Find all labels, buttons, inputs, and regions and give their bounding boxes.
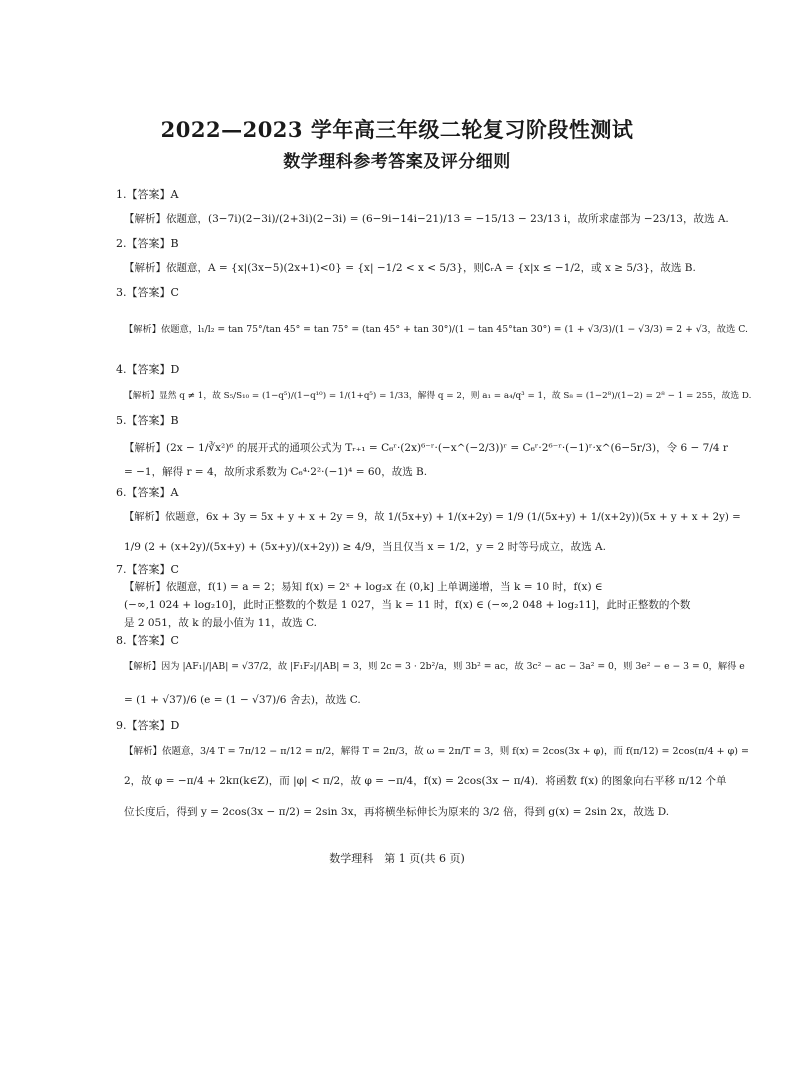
answer-4: 4.【答案】D — [116, 363, 180, 376]
page-title: 2022—2023 学年高三年级二轮复习阶段性测试 — [160, 117, 634, 142]
explanation-6-line-1: 【解析】依题意，6x + 3y = 5x + y + x + 2y = 9，故 1/(5x+y) + 1/(x+2y) = 1/9 (1/(5x+y) + 1/(x+2y))(5x + y + x + 2y) = — [124, 511, 741, 523]
explanation-5-line-1: 【解析】(2x − 1/∛x²)⁶ 的展开式的通项公式为 Tᵣ₊₁ = C₆ʳ·(2x)⁶⁻ʳ·(−x^(−2/3))ʳ = C₆ʳ·2⁶⁻ʳ·(−1)ʳ·x^(6−5r/3)，令 6 − 7/4 r — [124, 442, 728, 454]
explanation-9-line-3: 位长度后，得到 y = 2cos(3x − π/2) = 2sin 3x，再将横坐标伸长为原来的 3/2 倍，得到 g(x) = 2sin 2x，故选 D. — [124, 806, 670, 818]
explanation-5-line-2: = −1，解得 r = 4，故所求系数为 C₆⁴·2²·(−1)⁴ = 60，故选 B. — [124, 466, 428, 478]
answer-7: 7.【答案】C — [116, 563, 179, 576]
explanation-9-line-1: 【解析】依题意，3/4 T = 7π/12 − π/12 = π/2，解得 T = 2π/3，故 ω = 2π/T = 3，则 f(x) = 2cos(3x + φ)，而 f(π/12) = 2cos(π/4 + φ) = — [124, 746, 749, 757]
explanation-7-line-1: 【解析】依题意，f(1) = a = 2；易知 f(x) = 2ˣ + log₂x 在 (0,k] 上单调递增，当 k = 10 时，f(x) ∈ — [124, 581, 603, 593]
answer-6: 6.【答案】A — [116, 486, 179, 499]
answer-8: 8.【答案】C — [116, 634, 179, 647]
answer-1: 1.【答案】A — [116, 188, 179, 201]
answer-2: 2.【答案】B — [116, 237, 179, 250]
answer-3: 3.【答案】C — [116, 286, 179, 299]
answer-5: 5.【答案】B — [116, 414, 179, 427]
explanation-8-line-1: 【解析】因为 |AF₁|/|AB| = √37/2，故 |F₁F₂|/|AB| = 3，则 2c = 3 · 2b²/a，则 3b² = ac，故 3c² − ac − 3a² = 0，则 3e² − e − 3 = 0，解得 e — [124, 661, 745, 672]
explanation-8-line-2: = (1 + √37)/6 (e = (1 − √37)/6 舍去)，故选 C. — [124, 694, 361, 706]
explanation-7-line-2: (−∞,1 024 + log₂10]，此时正整数的个数是 1 027，当 k = 11 时，f(x) ∈ (−∞,2 048 + log₂11]，此时正整数的个数 — [124, 599, 691, 611]
explanation-7-line-3: 是 2 051，故 k 的最小值为 11，故选 C. — [124, 617, 317, 629]
explanation-1-line-1: 【解析】依题意，(3−7i)(2−3i)/(2+3i)(2−3i) = (6−9i−14i−21)/13 = −15/13 − 23/13 i，故所求虚部为 −23/13，故选 A. — [124, 213, 729, 225]
explanation-4-line-1: 【解析】显然 q ≠ 1，故 S₅/S₁₀ = (1−q⁵)/(1−q¹⁰) = 1/(1+q⁵) = 1/33，解得 q = 2，则 a₁ = a₄/q³ = 1，故 S₈ = (1−2⁸)/(1−2) = 2⁸ − 1 = 255，故选 D. — [124, 391, 752, 401]
answer-9: 9.【答案】D — [116, 719, 180, 732]
explanation-9-line-2: 2，故 φ = −π/4 + 2kπ(k∈Z)，而 |φ| < π/2，故 φ = −π/4，f(x) = 2cos(3x − π/4)．将函数 f(x) 的图象向右平移 π/12 个单 — [124, 775, 727, 787]
explanation-6-line-2: 1/9 (2 + (x+2y)/(5x+y) + (5x+y)/(x+2y)) ≥ 4/9，当且仅当 x = 1/2，y = 2 时等号成立，故选 A. — [124, 541, 606, 553]
explanation-3-line-1: 【解析】依题意，l₁/l₂ = tan 75°/tan 45° = tan 75° = (tan 45° + tan 30°)/(1 − tan 45°tan 30°) = (1 + √3/3)/(1 − √3/3) = 2 + √3，故选 C. — [124, 324, 748, 335]
page-footer: 数学理科 第 1 页(共 6 页) — [329, 852, 465, 865]
explanation-2-line-1: 【解析】依题意，A = {x|(3x−5)(2x+1)<0} = {x| −1/2 < x < 5/3}，则∁ᵣA = {x|x ≤ −1/2，或 x ≥ 5/3}，故选 B. — [124, 262, 696, 274]
page-subtitle: 数学理科参考答案及评分细则 — [283, 152, 511, 172]
